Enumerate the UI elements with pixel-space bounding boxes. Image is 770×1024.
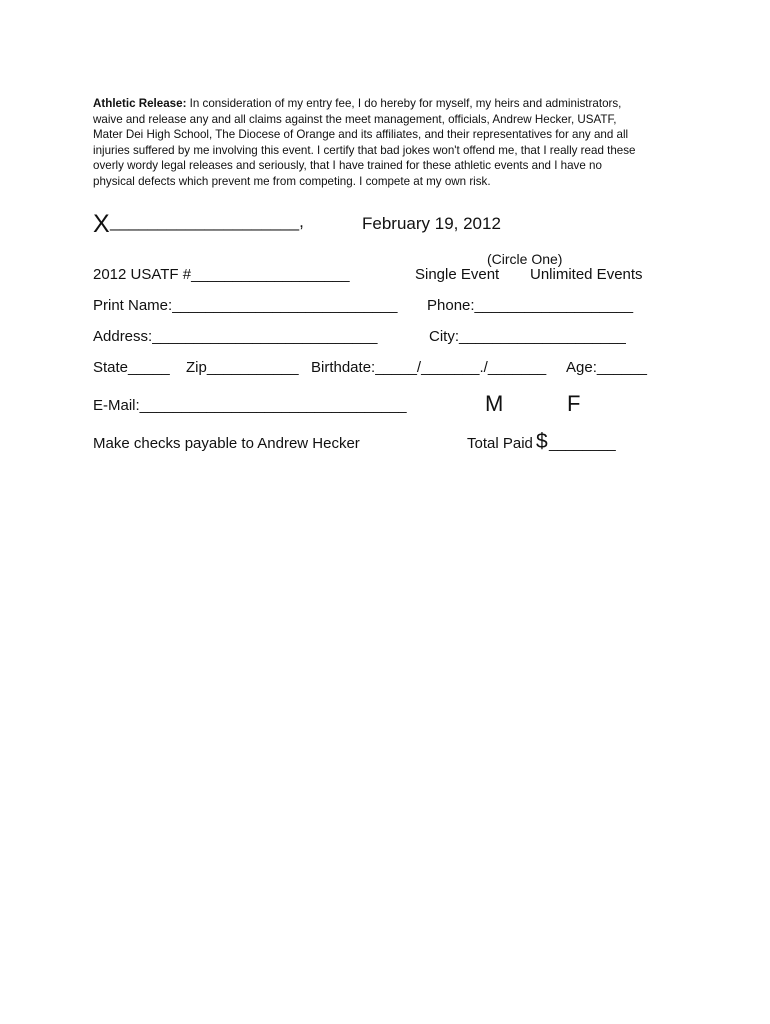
city-field[interactable]: City:____________________ — [429, 328, 626, 345]
phone-field[interactable]: Phone:___________________ — [427, 297, 634, 314]
single-event-option[interactable]: Single Event — [415, 266, 500, 283]
email-field[interactable]: E-Mail:________________________________ — [93, 397, 407, 414]
dollar-sign: $ — [536, 430, 548, 453]
circle-one-instruction: (Circle One) — [487, 251, 563, 267]
zip-field[interactable]: Zip___________ — [186, 359, 299, 376]
total-paid-label: Total Paid — [467, 435, 538, 452]
release-body: In consideration of my entry fee, I do hereby for myself, my heirs and administrators, waive and release any and all claims against the meet management, officials, Andrew Hecker, USATF, Mater Dei High School, The Diocese of Orange and its affiliates, and their representatives for any and all injuries suffered by me involving this event. I certify that bad jokes won't offend me, that I really read these overly wordy legal releases and seriously, that I have trained for these athletic events and I have no physical defects which prevent me from competing. I compete at my own risk. — [93, 97, 636, 188]
age-field[interactable]: Age:______ — [566, 359, 647, 376]
state-field[interactable]: State_____ — [93, 359, 170, 376]
gender-female-option[interactable]: F — [567, 391, 581, 416]
address-field[interactable]: Address:___________________________ — [93, 328, 378, 345]
gender-male-option[interactable]: M — [485, 391, 504, 416]
release-heading: Athletic Release: — [93, 97, 187, 110]
birthdate-field[interactable]: Birthdate:_____/_______./_______ — [311, 359, 547, 376]
usatf-number-field[interactable]: 2012 USATF #___________________ — [93, 266, 350, 283]
total-paid-field[interactable]: ________ — [549, 435, 616, 452]
checks-payable-note: Make checks payable to Andrew Hecker — [93, 435, 360, 452]
signature-x-mark: X — [93, 210, 110, 238]
print-name-field[interactable]: Print Name:___________________________ — [93, 297, 398, 314]
signature-line[interactable]: ____________________, — [110, 212, 304, 231]
athletic-release-paragraph — [93, 96, 693, 190]
unlimited-events-option[interactable]: Unlimited Events — [530, 266, 643, 283]
signature-date: February 19, 2012 — [362, 214, 501, 233]
